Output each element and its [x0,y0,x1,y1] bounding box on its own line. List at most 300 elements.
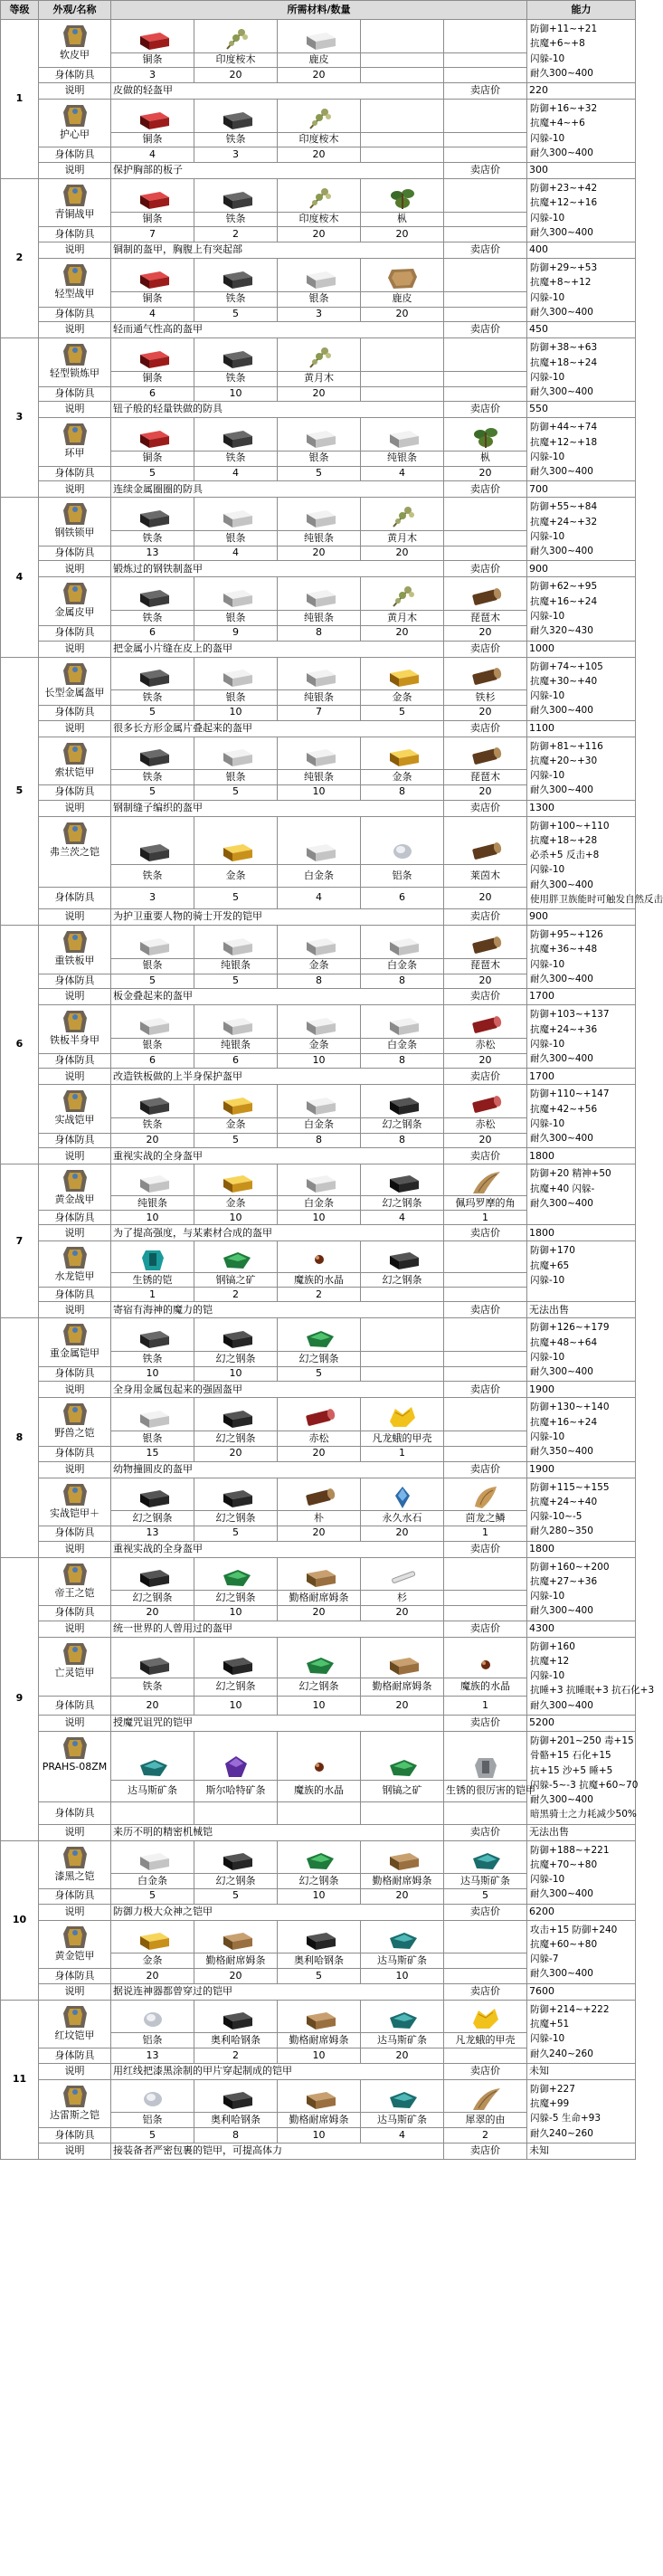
stat-line: 抗魔+51 [530,2018,570,2029]
material-icon [196,1245,275,1272]
item-name: 铁板半身甲 [50,1034,99,1047]
material-qty: 6 [111,625,194,641]
sell-price: 7600 [527,1983,636,2000]
material-4 [361,1637,444,1678]
material-qty: 5 [111,1888,194,1904]
material-name: 金条 [194,1117,278,1133]
item-cell [39,2079,111,2127]
material-name: 幻之钢条 [111,1511,194,1526]
material-icon [196,185,275,212]
material-icon [196,503,275,530]
material-qty: 20 [444,466,527,481]
material-name: 佩玛罗摩的角 [444,1196,527,1211]
material-name: 幻之钢条 [361,1117,444,1133]
material-qty: 8 [278,625,361,641]
item-row [1,1005,636,1039]
material-qty: 1 [444,1697,527,1716]
material-2 [194,737,278,770]
material-5 [444,816,527,865]
material-name: 铁条 [111,611,194,626]
sell-price: 1300 [527,800,636,816]
desc-label: 说明 [39,720,111,737]
material-name: 黄月木 [361,530,444,546]
item-row [1,20,636,53]
desc-label: 说明 [39,1069,111,1085]
material-name: 铜条 [111,52,194,68]
material-qty: 5 [194,307,278,322]
item-name: 轻型战甲 [54,288,95,300]
stats-cell [527,1920,636,1983]
item-description: 改造铁板做的上半身保护盔甲 [111,1069,444,1085]
material-2 [194,1398,278,1431]
price-label: 卖店价 [444,1983,527,2000]
material-icon [363,1090,441,1117]
item-row [1,498,636,531]
item-name: 实战铠甲 [54,1114,95,1126]
material-icon [363,423,441,451]
material-icon [279,1925,358,1953]
material-name: 幻之钢条 [361,1273,444,1288]
sell-price: 1800 [527,1541,636,1557]
material-qty: 5 [111,466,194,481]
material-qty: 10 [111,1366,194,1382]
item-row [1,2000,636,2033]
item-description: 把金属小片缝在皮上的盔甲 [111,641,444,657]
item-cell [39,816,111,887]
armor-icon [55,927,95,955]
material-1 [111,20,194,53]
material-2 [194,926,278,959]
stat-line: 闪躲-10 [530,2033,565,2045]
stat-line: 闪躲-5 生命+93 [530,2113,601,2124]
sell-price: 1000 [527,641,636,657]
material-4 [361,1164,444,1196]
material-3 [278,1478,361,1511]
material-name: 勤格耐席姆条 [194,1953,278,1969]
armor-icon [55,1560,95,1587]
material-name: 达马斯矿条 [361,1953,444,1969]
item-description: 据说连神器都曾穿过的铠甲 [111,1983,444,2000]
material-icon [363,1650,441,1678]
slot-label: 身体防具 [39,227,111,242]
stat-line: 抗魔+36~+48 [530,944,598,955]
material-2 [194,1920,278,1953]
material-icon [363,931,441,958]
item-cell [39,737,111,784]
material-qty: 5 [111,974,194,989]
armor-icon [55,340,95,367]
price-label: 卖店价 [444,402,527,418]
stats-cell [527,1637,655,1715]
price-label: 卖店价 [444,909,527,926]
stat-line: 耐久300~400 [530,784,593,796]
material-qty: 5 [111,784,194,800]
material-name: 铁条 [194,291,278,307]
material-qty: 3 [194,147,278,163]
item-cell [39,338,111,386]
material-icon [446,1753,525,1780]
price-label: 卖店价 [444,2063,527,2079]
slot-label: 身体防具 [39,1697,111,1716]
item-row [1,1478,636,1511]
material-qty: 6 [111,386,194,402]
stat-line: 闪躲-10 [530,291,565,303]
material-5 [444,657,527,690]
material-2 [194,1478,278,1511]
item-name: 漆黑之铠 [54,1869,95,1882]
stat-line: 防御+160 [530,1640,575,1652]
material-qty: 2 [194,2048,278,2064]
desc-label: 说明 [39,1225,111,1241]
material-3 [278,1731,361,1780]
stat-line: 防御+126~+179 [530,1322,610,1334]
stat-line: 抗魔+18~+24 [530,356,598,368]
stats-cell [527,1731,639,1824]
material-name: 魔族的水晶 [278,1273,361,1288]
stats-cell [527,338,636,402]
stat-line: 防御+103~+137 [530,1009,610,1021]
material-name: 达马斯矿条 [361,2113,444,2128]
slot-label: 身体防具 [39,307,111,322]
item-description: 来历不明的精密机械铠 [111,1824,444,1840]
material-icon [113,2085,192,2112]
material-icon [113,423,192,451]
material-name: 银条 [278,451,361,466]
stat-line: 闪躲-10 [530,1591,565,1602]
material-name: 幻之钢条 [278,1352,361,1367]
slot-label: 身体防具 [39,147,111,163]
material-name: 金条 [194,865,278,888]
stat-line: 防御+44~+74 [530,422,598,433]
stat-line: 防御+214~+222 [530,2003,610,2015]
stat-line: 防御+81~+116 [530,740,603,752]
material-icon [363,1925,441,1953]
material-qty: 1 [361,1446,444,1461]
sell-price: 900 [527,909,636,926]
material-icon [196,423,275,451]
armor-icon [55,1166,95,1193]
slot-label: 身体防具 [39,68,111,83]
material-icon [113,1846,192,1873]
stat-line: 耐久300~400 [530,466,593,478]
material-qty: 6 [194,1053,278,1069]
sell-price: 900 [527,561,636,577]
item-description: 授魔咒诅咒的铠甲 [111,1715,444,1731]
price-label: 卖店价 [444,1069,527,1085]
material-qty: 1 [111,1288,194,1302]
material-qty [278,1802,361,1825]
material-icon [113,344,192,371]
stat-line: 闪躲-10 [530,1274,565,1286]
stat-line: 耐久300~400 [530,1197,593,1209]
material-qty: 20 [278,1526,361,1541]
material-icon [196,1563,275,1590]
item-description: 防御力极大众神之铠甲 [111,1904,444,1920]
stats-cell [527,1164,636,1225]
material-name: 金条 [278,958,361,974]
material-icon [279,503,358,530]
material-name: 鹿皮 [361,291,444,307]
material-icon [363,1245,441,1272]
tier-cell: 6 [1,926,39,1164]
material-name: 钢镐之矿 [361,1780,444,1802]
material-qty: 15 [111,1446,194,1461]
material-qty: 4 [194,466,278,481]
material-qty: 20 [111,1697,194,1716]
header-materials: 所需材料/数量 [111,1,527,20]
material-icon [279,344,358,371]
item-name: PRAHS-08ZM [42,1760,108,1773]
stat-line: 防御+160~+200 [530,1561,610,1573]
material-2 [194,1005,278,1039]
material-2 [194,816,278,865]
material-1 [111,179,194,213]
material-icon [113,1403,192,1431]
item-cell [39,1005,111,1053]
item-cell [39,1731,111,1801]
material-icon [446,742,525,769]
desc-label: 说明 [39,1904,111,1920]
material-icon [279,1563,358,1590]
armor-icon [55,1087,95,1114]
slot-label: 身体防具 [39,1366,111,1382]
stat-line: 抗魔+24~+40 [530,1496,598,1507]
stat-line: 防御+62~+95 [530,581,598,593]
material-1 [111,577,194,611]
material-qty: 10 [278,1888,361,1904]
material-name: 达马斯矿条 [111,1780,194,1802]
material-name: 纯银条 [361,451,444,466]
material-icon [196,837,275,864]
armor-icon [55,1400,95,1427]
material-icon [446,1090,525,1117]
item-cell [39,1398,111,1446]
stat-line: 防御+115~+155 [530,1481,610,1493]
material-name: 铜条 [111,132,194,147]
material-qty: 20 [361,1526,444,1541]
material-4 [361,1398,444,1431]
stat-line: 耐久280~350 [530,1526,593,1537]
item-row [1,418,636,452]
slot-label: 身体防具 [39,1802,111,1825]
slot-label: 身体防具 [39,2128,111,2143]
material-name: 纯银条 [278,690,361,706]
item-row [1,100,636,133]
material-4 [361,498,444,531]
material-3 [278,259,361,292]
stat-line: 抗魔+27~+36 [530,1575,598,1587]
material-icon [113,583,192,610]
price-label: 卖店价 [444,2143,527,2159]
material-4 [361,259,444,292]
stats-cell [527,259,636,322]
stat-line: 闪躲-10 [530,1038,565,1050]
price-label: 卖店价 [444,641,527,657]
material-2 [194,100,278,133]
material-icon [196,1846,275,1873]
material-name: 铝条 [111,2033,194,2048]
material-name: 永久水石 [361,1511,444,1526]
material-icon [279,2005,358,2032]
material-name: 奥利哈钢条 [194,2033,278,2048]
material-qty: 20 [278,227,361,242]
desc-label: 说明 [39,2063,111,2079]
material-qty: 20 [361,307,444,322]
item-cell [39,259,111,307]
material-icon [196,1011,275,1038]
desc-label: 说明 [39,2143,111,2159]
material-icon [196,662,275,689]
stat-line: 防御+201~250 毒+15 [530,1735,634,1746]
material-icon [446,1846,525,1873]
desc-label: 说明 [39,481,111,498]
armor-icon [55,660,95,687]
material-name: 达马斯矿条 [444,1874,527,1889]
material-icon [196,1925,275,1953]
stat-line: 防御+20 精神+50 [530,1168,611,1180]
slot-label: 身体防具 [39,1288,111,1302]
material-name: 黄月木 [278,371,361,386]
desc-label: 说明 [39,561,111,577]
item-cell [39,418,111,466]
material-name: 莱茵木 [444,865,527,888]
material-icon [363,503,441,530]
stat-line: 闪躲-10 [530,212,565,223]
material-3 [278,2079,361,2113]
table-body [1,20,663,2160]
material-2 [194,338,278,372]
material-name: 斯尔哈特矿条 [194,1780,278,1802]
price-label: 卖店价 [444,1382,527,1398]
material-name: 琵琶木 [444,611,527,626]
item-cell [39,1840,111,1888]
material-name: 白金条 [278,1196,361,1211]
slot-label: 身体防具 [39,974,111,989]
material-1 [111,259,194,292]
sell-price: 300 [527,163,636,179]
material-icon [113,742,192,769]
header-tier: 等级 [1,1,39,20]
price-label: 卖店价 [444,242,527,259]
item-cell [39,1318,111,1366]
material-qty: 3 [278,307,361,322]
material-2 [194,1557,278,1591]
sell-price: 400 [527,242,636,259]
stats-cell [527,816,663,909]
material-4 [361,2079,444,2113]
item-row [1,179,636,213]
item-cell [39,2000,111,2048]
item-name: 索状铠甲 [54,765,95,778]
material-qty: 2 [444,2128,527,2143]
material-name: 达马斯矿条 [361,2033,444,2048]
stat-line: 耐久300~400 [530,226,593,238]
material-4 [361,926,444,959]
stat-line: 抗魔+18~+28 [530,834,598,846]
material-3 [278,577,361,611]
item-row [1,1398,636,1431]
stat-line: 闪躲-10 [530,610,565,622]
price-label: 卖店价 [444,163,527,179]
material-2 [194,577,278,611]
material-icon [196,25,275,52]
material-1 [111,2079,194,2113]
armor-icon [55,1320,95,1347]
material-qty: 20 [444,1053,527,1069]
material-qty: 8 [278,974,361,989]
material-qty: 4 [111,147,194,163]
material-name: 杉 [361,1591,444,1606]
material-5 [444,1840,527,1874]
material-name: 赤松 [444,1038,527,1053]
item-description: 板金叠起来的盔甲 [111,989,444,1005]
material-1 [111,1920,194,1953]
material-icon [113,1650,192,1678]
material-qty: 2 [278,1288,361,1302]
material-name: 铝条 [111,2113,194,2128]
material-name: 幻之钢条 [361,1196,444,1211]
material-icon [196,1483,275,1510]
material-qty: 8 [361,1053,444,1069]
material-name: 勤格耐席姆条 [361,1874,444,1889]
stat-line: 抗魔+12~+18 [530,436,598,448]
slot-label: 身体防具 [39,1526,111,1541]
material-name: 茴龙之鳞 [444,1511,527,1526]
material-name: 铜条 [111,371,194,386]
stat-line: 防御+227 [530,2083,575,2095]
material-icon [279,1090,358,1117]
tier-cell: 11 [1,2000,39,2159]
stat-line: 闪躲-7 [530,1953,559,1965]
material-1 [111,1318,194,1352]
item-cell [39,1637,111,1697]
armor-icon [55,739,95,766]
material-icon [446,1483,525,1510]
material-name: 幻之钢条 [194,1874,278,1889]
price-label: 卖店价 [444,83,527,100]
material-name: 铜条 [111,212,194,227]
material-qty: 4 [361,2128,444,2143]
stat-line: 防御+74~+105 [530,661,603,672]
material-name: 琵琶木 [444,770,527,785]
material-icon [113,1483,192,1510]
material-qty: 20 [361,227,444,242]
material-name: 铁条 [111,690,194,706]
item-cell [39,498,111,546]
stat-line: 防御+188~+221 [530,1844,610,1856]
item-row [1,1557,636,1591]
stat-line: 抗魔+12~+16 [530,197,598,209]
material-1 [111,1005,194,1039]
material-icon [446,837,525,864]
stat-line: 闪躲-10 [530,958,565,970]
stat-line: 闪躲-10 [530,1117,565,1129]
item-row [1,259,636,292]
stat-line: 防御+130~+140 [530,1402,610,1413]
material-4 [361,1085,444,1118]
armor-icon [55,2002,95,2029]
material-name: 铁条 [111,530,194,546]
stats-cell [527,498,636,561]
material-1 [111,1557,194,1591]
material-name: 凡龙蛾的甲壳 [361,1431,444,1447]
item-row [1,1731,636,1780]
price-label: 卖店价 [444,1148,527,1164]
sell-price: 1700 [527,989,636,1005]
material-name: 赤松 [444,1117,527,1133]
item-row [1,816,636,865]
material-name: 铁条 [194,451,278,466]
